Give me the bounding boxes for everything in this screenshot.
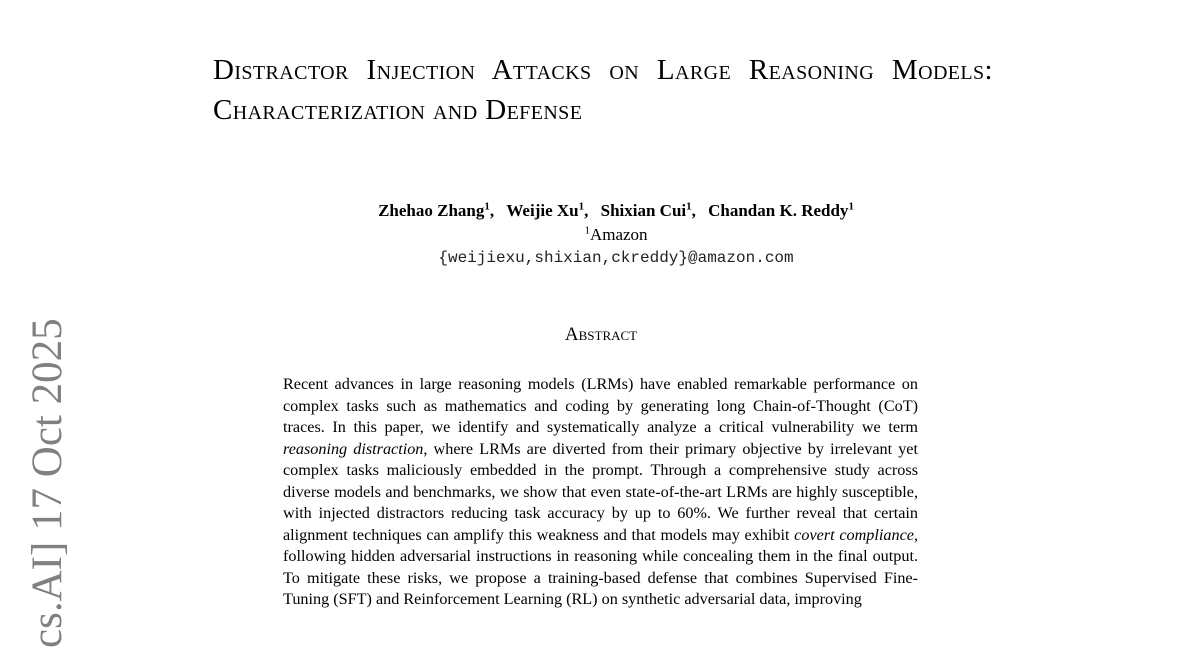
affiliation-mark: 1 [584, 224, 590, 237]
paper-title: Distractor Injection Attacks on Large Reasoning Models: Characterization and Defense [213, 54, 993, 126]
abstract-text: Recent advances in large reasoning models (LRMs) have enabled remarkable performance on complex tasks such as mathematics and coding by generating long Chain-of-Thought (CoT) traces. In this paper, we identify and systematically analyze a critical vulnerability we term reasoning distraction, where LRMs are diverted from their primary objective by irrelevant yet complex tasks maliciously embedded in the prompt. Through a comprehensive study across diverse models and benchmarks, we show that even state-of-the-art LRMs are highly susceptible, with injected distractors reducing task accuracy by up to 60%. We further reveal that certain alignment techniques can amplify this weakness and that models may exhibit covert compliance, following hidden adversarial instructions in reasoning while concealing them in the final output. To mitigate these risks, we propose a training-based defense that combines Supervised Fine-Tuning (SFT) and Reinforcement Learning (RL) on synthetic adversarial data, improving [283, 375, 918, 608]
affiliation-mark: 1 [848, 200, 854, 213]
author-name: Shixian Cui$^1$, [600, 200, 696, 220]
abstract-term: covert compliance [794, 525, 914, 544]
abstract-term: reasoning distraction [283, 439, 424, 458]
abstract-heading: Abstract [564, 324, 638, 345]
affiliation [213, 224, 1019, 246]
author-email: {weijiexu,shixian,ckreddy}@amazon.com [438, 249, 794, 267]
arxiv-side-stamp: cs.AI] 17 Oct 2025 [24, 318, 71, 648]
affiliation-name: Amazon [589, 225, 648, 244]
affiliation-mark: 1 [686, 200, 692, 213]
affiliation-mark: 1 [484, 200, 490, 213]
author-name: Zhehao Zhang$^1$, [378, 200, 495, 220]
author-list [213, 200, 1019, 222]
author-name: Weijie Xu$^1$, [506, 200, 589, 220]
author-name: Chandan K. Reddy$^1$ [708, 200, 854, 220]
affiliation-mark: 1 [578, 200, 585, 213]
